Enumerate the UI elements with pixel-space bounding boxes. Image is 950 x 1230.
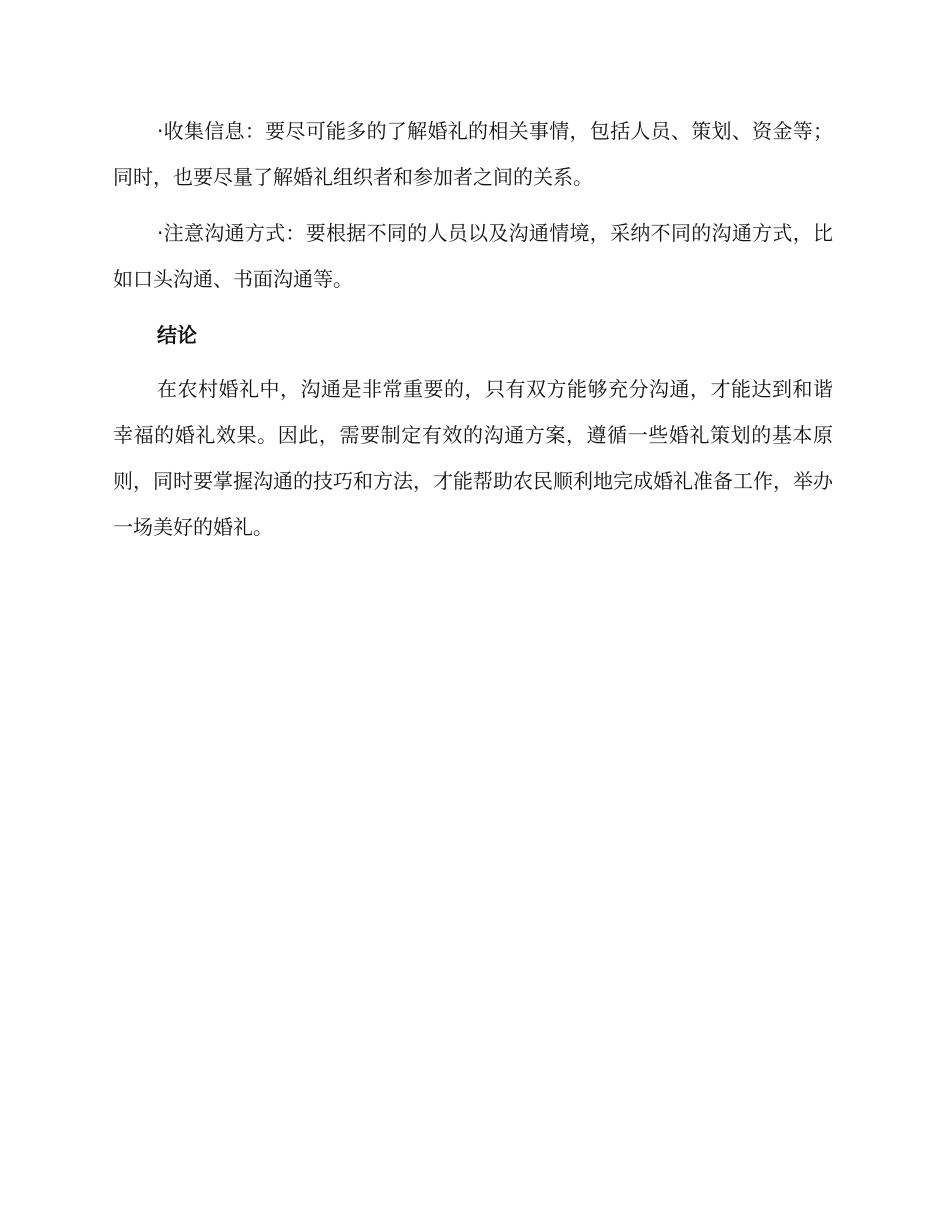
- document-page: [113, 108, 833, 550]
- bullet-communication-method: ·注意沟通方式：要根据不同的人员以及沟通情境，采纳不同的沟通方式，比如口头沟通、书面沟通等。: [113, 221, 833, 291]
- conclusion-heading: 结论: [157, 323, 197, 347]
- bullet-collect-info: ·收集信息：要尽可能多的了解婚礼的相关事情，包括人员、策划、资金等；同时，也要尽量了解婚礼组织者和参加者之间的关系。: [113, 119, 833, 189]
- conclusion-paragraph: 在农村婚礼中，沟通是非常重要的，只有双方能够充分沟通，才能达到和谐幸福的婚礼效果。因此，需要制定有效的沟通方案，遵循一些婚礼策划的基本原则，同时要掌握沟通的技巧和方法，才能帮助农民顺利地完成婚礼准备工作，举办一场美好的婚礼。: [113, 377, 833, 539]
